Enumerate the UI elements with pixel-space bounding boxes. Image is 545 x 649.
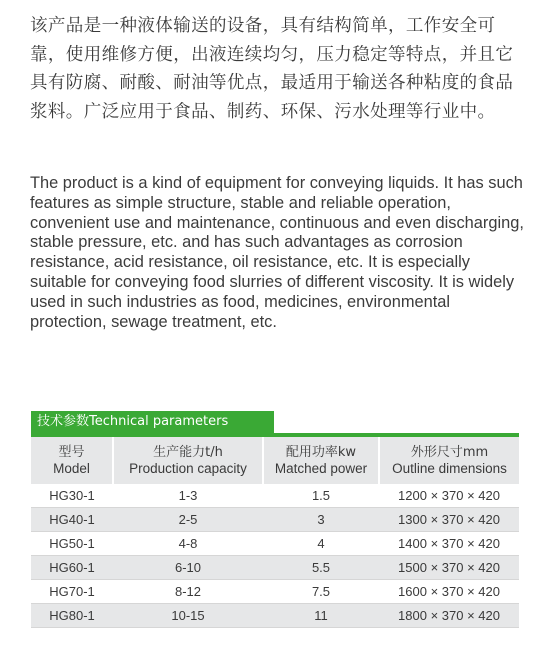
cell-dimensions: 1500 × 370 × 420 — [379, 556, 519, 580]
cell-model: HG40-1 — [31, 508, 113, 532]
cell-model: HG60-1 — [31, 556, 113, 580]
header-power — [263, 437, 379, 484]
table-row — [31, 556, 519, 580]
table-header-row — [31, 437, 519, 484]
cell-model: HG30-1 — [31, 484, 113, 508]
header-model-en: Model — [53, 461, 90, 476]
table-row — [31, 532, 519, 556]
intro-chinese: 该产品是一种液体输送的设备，具有结构简单，工作安全可靠，使用维修方便，出液连续均匀，压力稳定等特点，并且它具有防腐、耐酸、耐油等优点，最适用于输送各种粘度的食品浆料。广泛应用于食品、制药、环保、污水处理等行业中。 — [30, 16, 514, 122]
cell-power: 1.5 — [263, 484, 379, 508]
header-dimensions-en: Outline dimensions — [392, 461, 507, 476]
header-model — [31, 437, 113, 484]
header-capacity-en: Production capacity — [129, 461, 247, 476]
cell-capacity: 10-15 — [113, 604, 263, 628]
technical-parameters-table — [31, 437, 519, 628]
header-power-cn: 配用功率kw — [285, 445, 357, 460]
cell-capacity: 1-3 — [113, 484, 263, 508]
header-capacity — [113, 437, 263, 484]
cell-capacity: 2-5 — [113, 508, 263, 532]
header-capacity-cn: 生产能力t/h — [153, 445, 223, 460]
table-row — [31, 484, 519, 508]
section-title-technical-parameters: 技术参数Technical parameters — [31, 411, 274, 433]
table-row — [31, 508, 519, 532]
cell-power: 3 — [263, 508, 379, 532]
header-model-cn: 型号 — [58, 445, 85, 460]
cell-capacity: 4-8 — [113, 532, 263, 556]
header-dimensions-cn: 外形尺寸mm — [410, 445, 489, 460]
table-row — [31, 580, 519, 604]
cell-model: HG50-1 — [31, 532, 113, 556]
table-row — [31, 604, 519, 628]
cell-dimensions: 1800 × 370 × 420 — [379, 604, 519, 628]
cell-power: 4 — [263, 532, 379, 556]
cell-dimensions: 1400 × 370 × 420 — [379, 532, 519, 556]
cell-dimensions: 1200 × 370 × 420 — [379, 484, 519, 508]
cell-capacity: 8-12 — [113, 580, 263, 604]
intro-english: The product is a kind of equipment for conveying liquids. It has such features as simple structure, stable and reliable operation, convenient use and maintenance, continuous and even discharging, stable pressure, etc. and has such advantages as corrosion resistance, acid resistance, oil resistance, etc. It is especially suitable for conveying food slurries of different viscosity. It is widely used in such industries as food, medicines, environmental protection, sewage treatment, etc. — [30, 174, 524, 331]
header-dimensions — [379, 437, 519, 484]
cell-power: 7.5 — [263, 580, 379, 604]
cell-model: HG80-1 — [31, 604, 113, 628]
cell-dimensions: 1600 × 370 × 420 — [379, 580, 519, 604]
cell-power: 11 — [263, 604, 379, 628]
header-power-en: Matched power — [274, 461, 368, 476]
cell-capacity: 6-10 — [113, 556, 263, 580]
cell-dimensions: 1300 × 370 × 420 — [379, 508, 519, 532]
cell-model: HG70-1 — [31, 580, 113, 604]
cell-power: 5.5 — [263, 556, 379, 580]
